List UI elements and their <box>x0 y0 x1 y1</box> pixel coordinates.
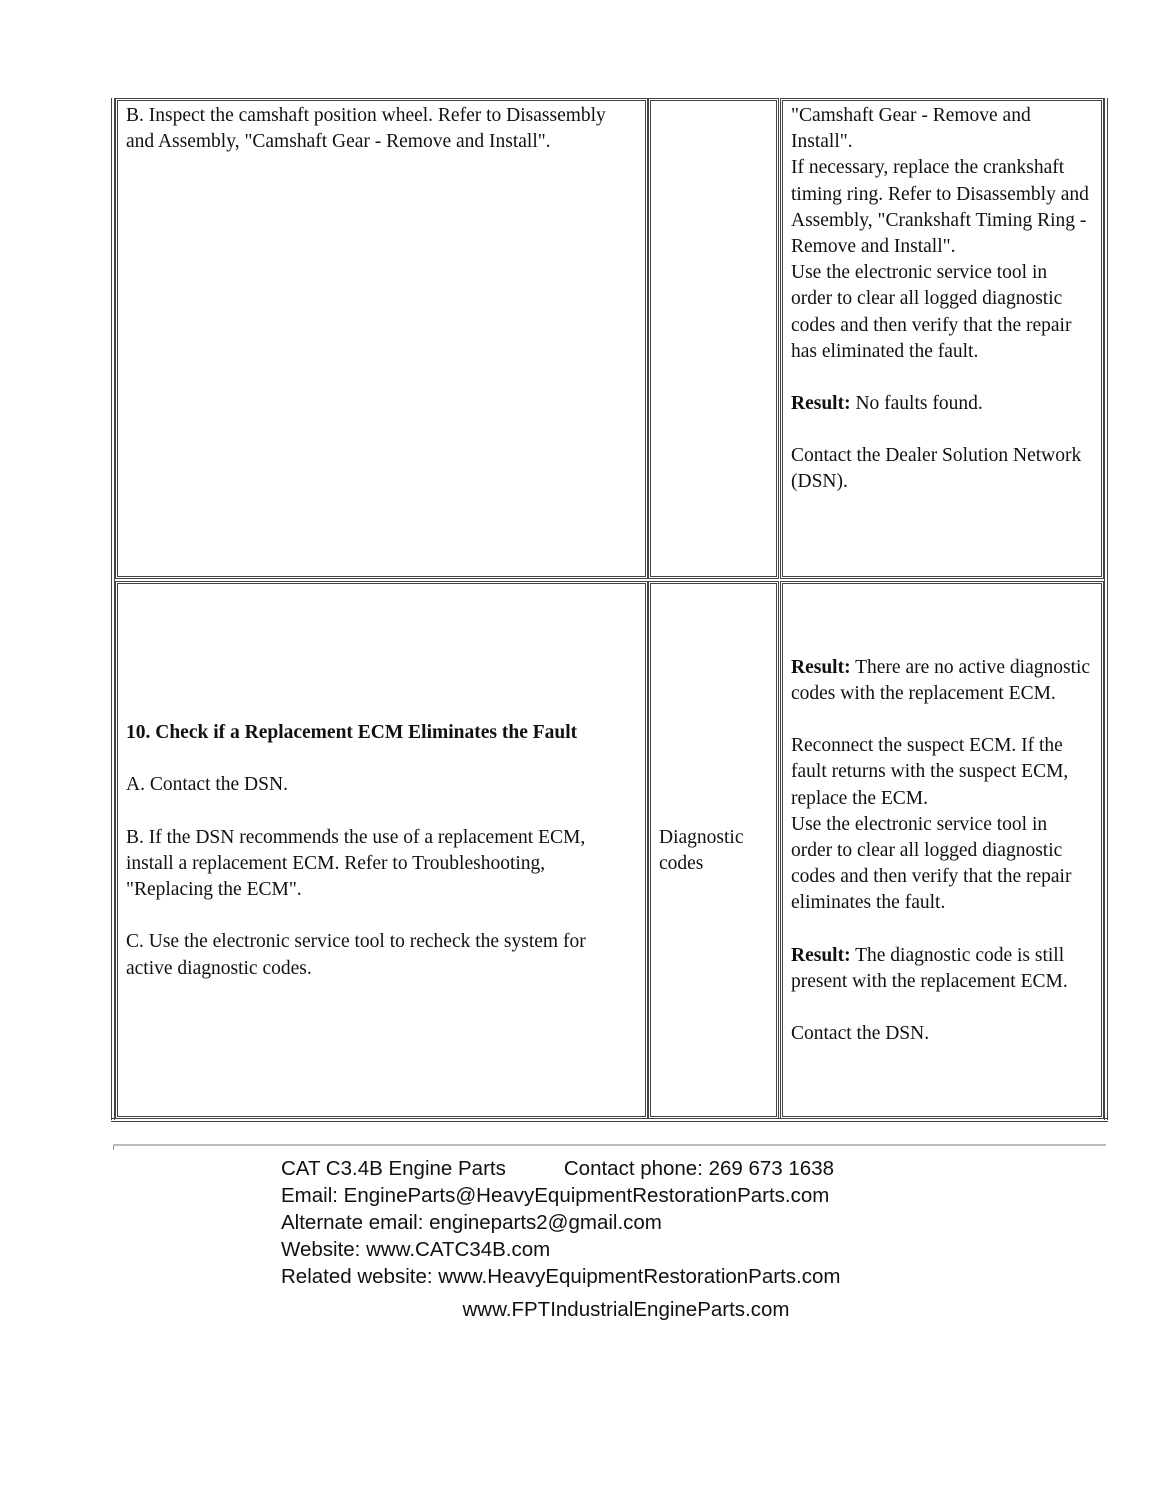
footer-fpt-website[interactable]: www.FPTIndustrialEngineParts.com <box>462 1298 790 1321</box>
table-cell-values <box>648 581 779 1119</box>
result-line <box>791 391 1093 417</box>
step-text: B. Inspect the camshaft position wheel. Refer to Disassembly and Assembly, "Camshaft Gear - Remove and Install". <box>126 105 606 153</box>
footer-related-website[interactable]: Related website: www.HeavyEquipmentRestorationParts.com <box>281 1265 841 1288</box>
step-c: C. Use the electronic service tool to recheck the system for active diagnostic codes. <box>126 931 586 979</box>
result-line <box>791 943 1093 995</box>
table-cell-results <box>780 581 1104 1119</box>
result-text: The diagnostic code is still present with the replacement ECM. <box>791 944 1068 992</box>
table-border-right <box>1104 98 1108 1120</box>
footer-divider <box>113 1144 1106 1146</box>
contact-phone: Contact phone: 269 673 1638 <box>563 1157 835 1180</box>
result-paragraph: If necessary, replace the crankshaft timing ring. Refer to Disassembly and Assembly, "Crankshaft Timing Ring - Remove and Install". <box>791 157 1089 258</box>
table-cell-test-step <box>115 98 648 579</box>
parts-title: CAT C3.4B Engine Parts <box>281 1157 506 1180</box>
result-paragraph: Use the electronic service tool in order to clear all logged diagnostic codes and then verify that the repair has eliminated the fault. <box>791 262 1072 362</box>
footer-divider-tick <box>113 1146 114 1150</box>
values-text: Diagnostic codes <box>659 826 744 874</box>
action-text: Contact the Dealer Solution Network (DSN). <box>791 445 1082 493</box>
action-text: Reconnect the suspect ECM. If the fault returns with the suspect ECM, replace the ECM. <box>791 735 1069 809</box>
result-label: Result: <box>791 393 851 415</box>
step-b: B. If the DSN recommends the use of a replacement ECM, install a replacement ECM. Refer to Troubleshooting, "Replacing the ECM". <box>126 826 586 901</box>
footer-email[interactable]: Email: EngineParts@HeavyEquipmentRestorationParts.com <box>281 1184 830 1207</box>
result-text: There are no active diagnostic codes with the replacement ECM. <box>791 656 1091 704</box>
table-cell-results <box>780 98 1104 579</box>
table-cell-test-step <box>115 581 648 1119</box>
step-heading: 10. Check if a Replacement ECM Eliminates the Fault <box>126 722 578 744</box>
result-label: Result: <box>791 656 851 678</box>
result-line <box>791 655 1093 707</box>
footer-alt-email[interactable]: Alternate email: engineparts2@gmail.com <box>281 1211 662 1234</box>
action-text: Use the electronic service tool in order to clear all logged diagnostic codes and then verify that the repair eliminates the fault. <box>791 813 1072 914</box>
footer-website[interactable]: Website: www.CATC34B.com <box>281 1238 551 1261</box>
table-cell-values <box>648 98 779 579</box>
action-text: Contact the DSN. <box>791 1023 930 1045</box>
footer-title-line <box>281 1155 840 1182</box>
result-label: Result: <box>791 944 851 966</box>
result-paragraph: "Camshaft Gear - Remove and Install". <box>791 105 1031 153</box>
step-a: A. Contact the DSN. <box>126 774 288 796</box>
result-text: No faults found. <box>850 393 983 415</box>
footer-contact-block <box>281 1155 840 1290</box>
